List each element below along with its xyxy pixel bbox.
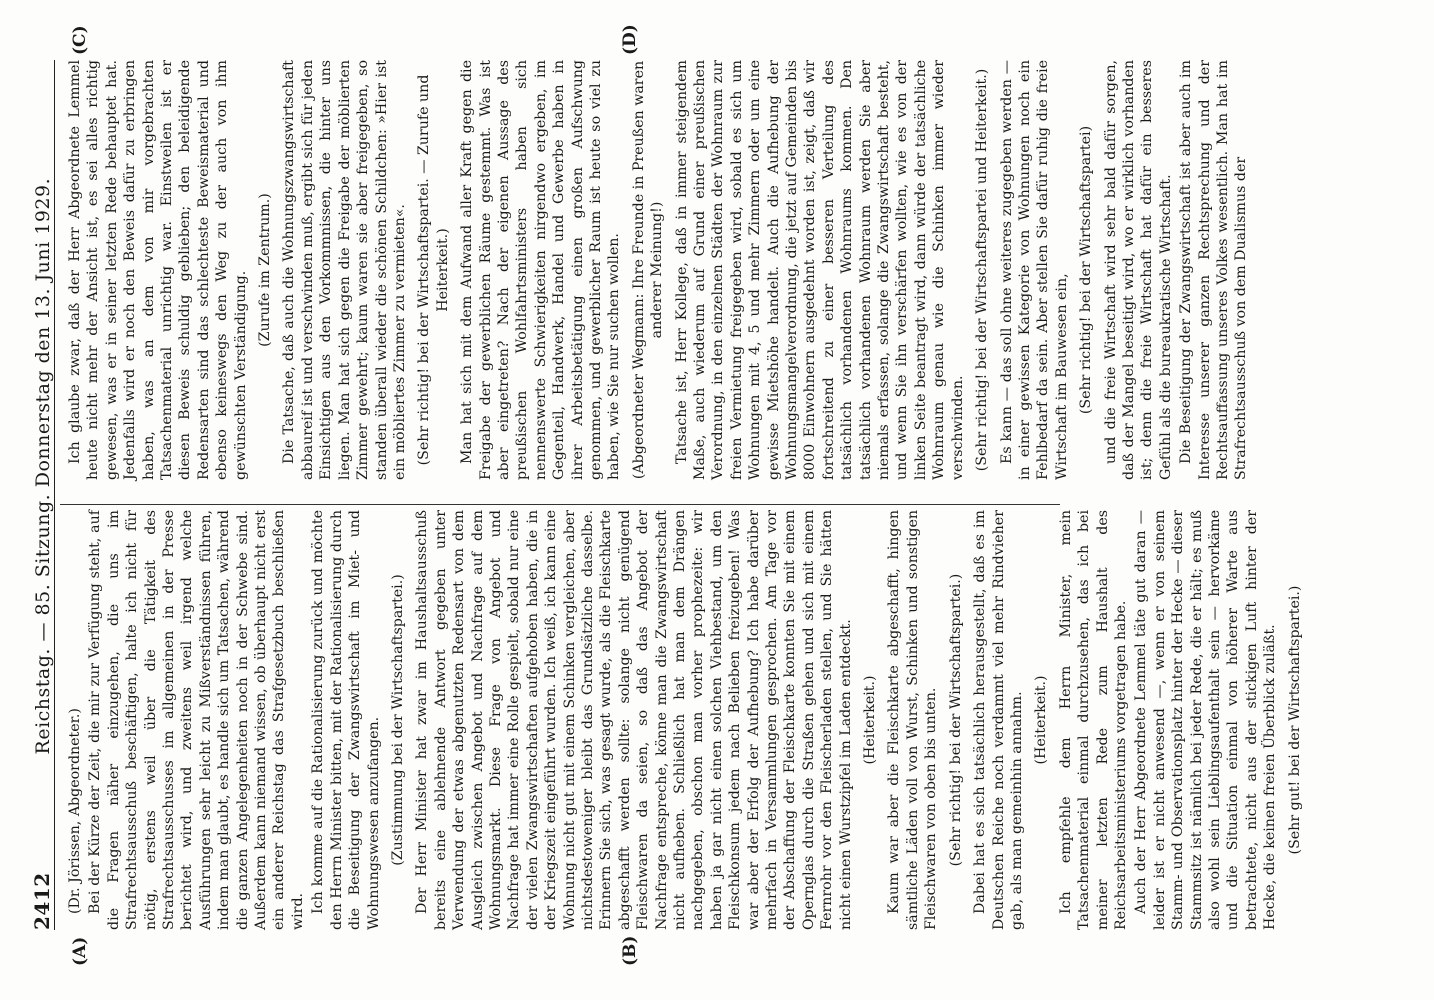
- interjection: (Abgeordneter Wegmann: Ihre Freunde in Preußen waren anderer Meinung!): [630, 60, 666, 480]
- interjection: (Heiterkeit.): [1033, 675, 1050, 765]
- marker-a: (A): [70, 936, 90, 966]
- paragraph: Auch der Herr Abgeordnete Lemmel täte gut daran — leider ist er nicht anwesend —, wenn er von seinem Stamm- und Observationsplatz hinter der Hecke — dieser Stammsitz ist nämlich bei jeder Rede, die er hält; es muß also wohl sein Lieblingsaufenthalt sein — hervorkäme und die Situation einmal von höherer Warte aus betrachtete, nicht aus der stickigen Luft hinter der Hecke, die keinen freien Überblick zuläßt.: [1133, 510, 1279, 930]
- marker-d: (D): [620, 24, 640, 55]
- paragraph: (Dr. Jörissen, Abgeordneter.): [67, 708, 83, 914]
- marker-b: (B): [620, 935, 640, 966]
- paragraph: Bei der Kürze der Zeit, die mir zur Verfügung steht, auf die Fragen näher einzugehen, die uns im Strafrechtsausschuß beschäftigen, halte ich nicht für nötig, erstens weil über die Tätigkeit des Strafrechtsausschusses im allgemeinen in der Presse berichtet wird, und zweitens weil irgend welche Ausführungen sehr leicht zu Mißverständnissen führen, indem man glaubt, es handle sich um Tatsachen, während die ganzen Angelegenheiten noch in der Schwebe sind. Außerdem kann niemand wissen, ob überhaupt nicht erst ein anderer Reichstag das Strafgesetzbuch beschließen wird.: [87, 510, 306, 930]
- paragraph: Dabei hat es sich tatsächlich herausgestellt, daß es im Deutschen Reiche noch verdammt viel mehr Rindvieher gab, als man gemeinhin annahm.: [972, 510, 1025, 930]
- page-title: Reichstag. — 85. Sitzung. Donnerstag den 13. Juni 1929.: [32, 177, 54, 755]
- right-column: [66, 60, 1253, 480]
- interjection: (Heiterkeit.): [862, 675, 879, 765]
- paragraph: Die Beseitigung der Zwangswirtschaft ist aber auch im Interesse unserer ganzen Rechtsprechung und der Rechtsauffassung unseres Volkes wesentlich. Man hat im Strafrechtsausschuß von dem Dualismus der: [1178, 60, 1250, 480]
- paragraph: Ich empfehle dem Herrn Minister, mein Tatsachenmaterial einmal durchzusehen, das ich bei meiner letzten Rede zum Haushalt des Reichsarbeitsministeriums vorgetragen habe.: [1057, 510, 1129, 930]
- page-header: [18, 60, 55, 930]
- interjection: (Sehr richtig! bei der Wirtschaftspartei. — Zurufe und Heiterkeit.): [416, 74, 451, 466]
- paragraph: Ich glaube zwar, daß der Herr Abgeordnete Lemmel heute nicht mehr der Ansicht ist, es sei alles richtig gewesen, was er in seiner letzten Rede behauptet hat. Jedenfalls wird er noch den Beweis dafür zu erbringen haben, was an dem von mir vorgebrachten Tatsachenmaterial unrichtig war. Einstweilen ist er diesen Beweis schuldig geblieben; den beleidigende Redensarten sind das schlechteste Beweismaterial und ebenso keineswegs den Weg zu der auch von ihm gewünschten Verständigung.: [67, 60, 249, 480]
- interjection: (Zustimmung bei der Wirtschaftspartei.): [389, 574, 406, 866]
- marker-c: (C): [70, 25, 90, 55]
- interjection: (Zurufe im Zentrum.): [257, 193, 274, 347]
- column-divider: [60, 504, 1060, 505]
- paragraph: Kaum war aber die Fleischkarte abgeschafft, hingen sämtliche Läden voll von Wurst, Schinken und sonstigen Fleischwaren von oben bis unten.: [886, 510, 940, 930]
- interjection: (Sehr richtig! bei der Wirtschaftspartei): [1078, 125, 1095, 415]
- interjection: (Sehr richtig! bei der Wirtschaftspartei und Heiterkeit.): [974, 68, 991, 472]
- interjection: (Sehr gut! bei der Wirtschaftspartei.): [1286, 585, 1303, 855]
- paragraph: Die Tatsache, daß auch die Wohnungszwangswirtschaft abbaureif ist und verschwinden muß, ergibt sich für jeden Einsichtigen aus den Vorkommnissen, die hinter uns liegen. Man hat sich gegen die Freigabe der möblierten Zimmer gewehrt; kaum waren sie aber freigegeben, so standen überall wieder die schönen Schildchen: »Hier ist ein möbliertes Zimmer zu vermieten«.: [281, 60, 408, 480]
- page-number: 2412: [30, 872, 54, 930]
- left-column: [66, 510, 1310, 930]
- paragraph: Der Herr Minister hat zwar im Haushaltsausschuß bereits eine ablehnende Antwort gegeben unter Verwendung der etwas abgenutzten Redensart von dem Ausgleich zwischen Angebot und Nachfrage auf dem Wohnungsmarkt. Diese Frage von Angebot und Nachfrage hat immer eine Rolle gespielt, sobald nur eine der vielen Zwangswirtschaften aufgehoben haben, die in der Kriegszeit eingeführt wurden. Ich weiß, ich kann eine Wohnung nicht gut mit einem Schinken vergleichen, aber nichtsdestoweniger bleibt das Grundsätzliche dasselbe. Erinnern Sie sich, was gesagt wurde, als die Fleischkarte abgeschafft werden sollte: solange nicht genügend Fleischwaren da seien, so daß das Angebot der Nachfrage entspreche, könne man die Zwangswirtschaft nicht aufheben. Schließlich hat man dem Drängen nachgegeben, obschon man vorher prophezeite: wir haben ja gar nicht einen solchen Viehbestand, um den Fleischkonsum jedem nach Belieben freizugeben! Was war aber der Erfolg der Aufhebung? Ich habe darüber mehrfach in Versammlungen gesprochen. Am Tage vor der Abschaffung der Fleischkarte konnten Sie mit einem Opernglas durch die Straßen gehen und sich mit einem Fernrohr vor den Fleischerladen stellen, und Sie hätten nicht einen Wurstzipfel im Laden entdeckt.: [414, 510, 854, 930]
- paragraph: und die freie Wirtschaft wird sehr bald dafür sorgen, daß der Mangel beseitigt wird, wo er wirklich vorhanden ist; denn die freie Wirtschaft hat dafür ein besseres Gefühl als die bureaukratische Wirtschaft.: [1102, 60, 1174, 480]
- interjection: (Sehr richtig! bei der Wirtschaftspartei.): [947, 573, 964, 867]
- paragraph: Man hat sich mit dem Aufwand aller Kraft gegen die Freigabe der gewerblichen Räume gestemmt. Was ist aber eingetreten? Nach der eigenen Aussage des preußischen Wohlfahrtsministers haben sich nennenswerte Schwierigkeiten nirgendwo ergeben, im Gegenteil, Handwerk, Handel und Gewerbe haben in ihrer Arbeitsbetätigung einen großen Aufschwung genommen, und gewerblicher Raum ist heute so viel zu haben, wie Sie nur suchen wollen.: [459, 60, 623, 480]
- paragraph: Tatsache ist, Herr Kollege, daß in immer steigendem Maße, auch wiederum auf Grund einer preußischen Verordnung, in den einzelnen Städten der Wohnraum zur freien Vermietung freigegeben wird, sobald es sich um Wohnungen mit 4, 5 und mehr Zimmern oder um eine gewisse Mietshöhe handelt. Auch die Aufhebung der Wohnungsmangelverordnung, die jetzt auf Gemeinden bis 8000 Einwohnern ausgedehnt worden ist, zeigt, daß wir fortschreitend zu einer besseren Verteilung des tatsächlich vorhandenen Wohnraums kommen. Den tatsächlich vorhandenen Wohnraum werden Sie aber niemals erfassen, solange die Zwangswirtschaft besteht, und wenn Sie ihn verschärfen wollten, wie es von der linken Seite beantragt wird, dann würde der tatsächliche Wohnraum genau wie die Schinken immer wieder verschwinden.: [673, 60, 966, 480]
- paragraph: Es kann — das soll ohne weiteres zugegeben werden — in einer gewissen Kategorie von Wohnungen noch ein Fehlbedarf da sein. Aber stellen Sie dafür ruhig die freie Wirtschaft im Bauwesen ein,: [998, 60, 1070, 480]
- paragraph: Ich komme auf die Rationalisierung zurück und möchte den Herrn Minister bitten, mit der Rationalisierung durch die Beseitigung der Zwangswirtschaft im Miet- und Wohnungswesen anzufangen.: [310, 510, 382, 930]
